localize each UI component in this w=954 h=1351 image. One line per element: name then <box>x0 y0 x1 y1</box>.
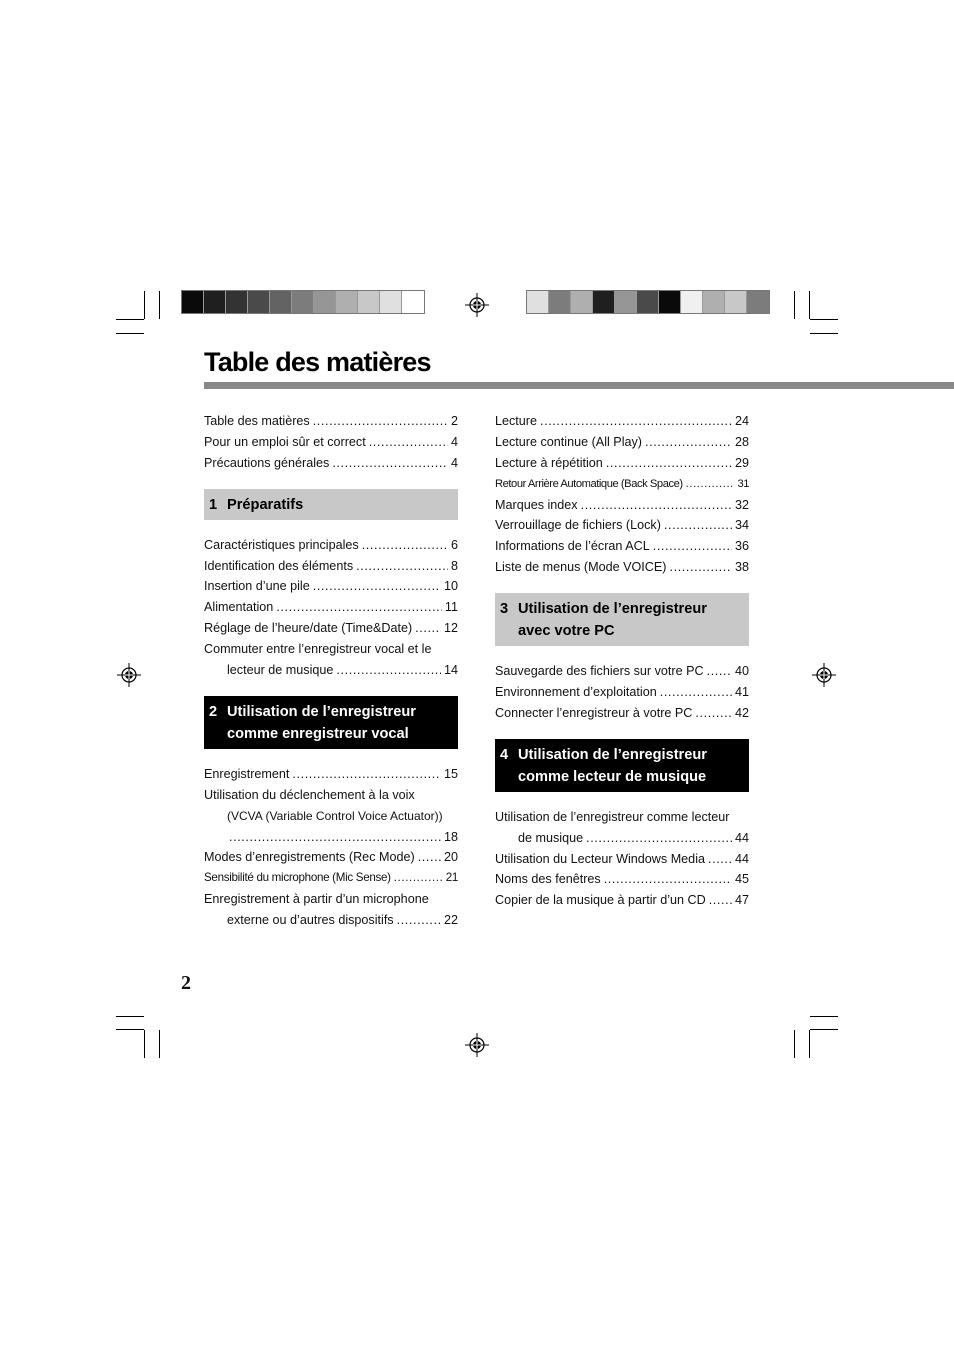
leader-dots <box>581 495 732 516</box>
toc-entry-text: Connecter l’enregistreur à votre PC <box>495 705 693 720</box>
toc-entry-page: 15 <box>443 766 458 781</box>
color-calibration-bar-left <box>181 290 425 314</box>
toc-entry-page: 12 <box>443 621 458 636</box>
toc-entry-text: Informations de l’écran ACL <box>495 539 650 554</box>
section-title-line: avec votre PC <box>518 623 615 640</box>
toc-entry-text: lecteur de musique <box>227 663 334 678</box>
crop-mark <box>116 319 144 320</box>
color-swatch <box>681 291 703 313</box>
toc-entry[interactable] <box>495 890 749 911</box>
leader-dots <box>313 576 441 597</box>
color-swatch <box>314 291 336 313</box>
toc-entry-text: Sauvegarde des fichiers sur votre PC <box>495 664 704 679</box>
crop-mark <box>116 1016 144 1017</box>
crop-mark <box>809 1030 810 1058</box>
crop-mark <box>809 291 810 319</box>
color-swatch <box>593 291 615 313</box>
toc-entry-page: 22 <box>443 913 458 928</box>
color-swatch <box>725 291 747 313</box>
crop-mark <box>116 1029 144 1030</box>
toc-entry-text: Sensibilité du microphone (Mic Sense) <box>204 871 391 885</box>
toc-entry-text: Table des matières <box>204 414 310 428</box>
toc-entry-page: 36 <box>734 539 749 554</box>
crop-mark <box>810 319 838 320</box>
toc-entry-text: Utilisation du Lecteur Windows Media <box>495 851 705 866</box>
page-number: 2 <box>181 972 191 994</box>
toc-entry[interactable] <box>204 411 458 432</box>
crop-mark <box>810 1029 838 1030</box>
toc-entry-text: Modes d’enregistrements (Rec Mode) <box>204 850 415 865</box>
toc-entry-text: de musique <box>518 830 584 845</box>
toc-entry-page: 11 <box>444 600 458 615</box>
toc-entry-text: Verrouillage de fichiers (Lock) <box>495 518 661 533</box>
leader-dots <box>653 536 732 557</box>
toc-entry-page: 20 <box>443 850 458 865</box>
leader-dots <box>664 515 732 536</box>
section-number: 2 <box>209 703 218 720</box>
section-heading-4 <box>495 739 749 792</box>
leader-dots <box>645 432 732 453</box>
registration-mark-icon <box>812 663 836 687</box>
toc-entry-text: Liste de menus (Mode VOICE) <box>495 560 667 575</box>
toc-entry-text: Copier de la musique à partir d’un CD <box>495 893 706 908</box>
toc-entry-page: 2 <box>450 414 458 428</box>
leader-dots <box>313 411 448 432</box>
color-swatch <box>226 291 248 313</box>
toc-entry-text: Alimentation <box>204 600 274 615</box>
toc-entry[interactable] <box>204 453 458 474</box>
toc-entry-text: Enregistrement à partir d’un microphone <box>204 892 429 907</box>
toc-entry-page: 45 <box>734 872 749 887</box>
toc-entry[interactable] <box>495 432 749 453</box>
leader-dots <box>695 703 732 724</box>
toc-entry-text: Environnement d’exploitation <box>495 685 657 700</box>
leader-dots <box>356 556 448 577</box>
crop-mark <box>144 1030 145 1058</box>
color-swatch <box>703 291 725 313</box>
section-number: 4 <box>500 746 509 763</box>
toc-entry-text: Utilisation du déclenchement à la voix <box>204 787 415 802</box>
toc-entry-page: 24 <box>734 414 749 428</box>
leader-dots <box>707 661 732 682</box>
section-heading-2 <box>204 696 458 749</box>
toc-entry-text: Précautions générales <box>204 455 330 470</box>
toc-entry[interactable] <box>204 556 458 577</box>
section-title-line: comme enregistreur vocal <box>227 725 409 742</box>
toc-entry-page: 14 <box>443 663 458 678</box>
section-title-line: Utilisation de l’enregistreur <box>518 746 707 763</box>
toc-entry-page: 32 <box>734 497 749 512</box>
crop-mark <box>159 291 160 319</box>
toc-entry-multiline[interactable] <box>204 889 458 931</box>
toc-entry-page: 41 <box>734 685 749 700</box>
toc-entry-text: externe ou d’autres dispositifs <box>227 913 394 928</box>
toc-entry-text: Enregistrement <box>204 766 290 781</box>
leader-dots <box>540 411 732 432</box>
toc-entry-text: (VCVA (Variable Control Voice Actuator)) <box>227 808 443 823</box>
toc-entry[interactable] <box>204 535 458 556</box>
section-heading-3 <box>495 593 749 646</box>
toc-right-column <box>495 411 749 911</box>
crop-mark <box>794 291 795 319</box>
leader-dots <box>418 847 441 868</box>
title-rule <box>204 382 954 389</box>
leader-dots <box>604 869 732 890</box>
registration-mark-icon <box>465 293 489 317</box>
toc-entry-page: 29 <box>734 455 749 470</box>
toc-entry-page: 31 <box>737 477 749 490</box>
leader-dots <box>229 827 441 848</box>
toc-entry-text: Utilisation de l’enregistreur comme lecteur <box>495 809 730 824</box>
leader-dots <box>670 557 732 578</box>
toc-entry-page: 8 <box>450 558 458 573</box>
toc-entry[interactable] <box>495 474 749 495</box>
toc-entry[interactable] <box>204 618 458 639</box>
color-swatch <box>615 291 637 313</box>
section-number: 1 <box>209 496 218 513</box>
toc-entry-page: 4 <box>450 455 458 470</box>
section-title-line: comme lecteur de musique <box>518 768 707 785</box>
toc-entry-text: Retour Arrière Automatique (Back Space) <box>495 477 683 490</box>
toc-entry[interactable] <box>495 515 749 536</box>
crop-mark <box>810 333 838 334</box>
leader-dots <box>362 535 448 556</box>
color-swatch <box>204 291 226 313</box>
leader-dots <box>415 618 441 639</box>
color-swatch <box>659 291 681 313</box>
color-swatch <box>747 291 769 313</box>
leader-dots <box>660 682 732 703</box>
toc-entry[interactable] <box>495 849 749 870</box>
registration-mark-icon <box>465 1033 489 1057</box>
color-swatch <box>248 291 270 313</box>
toc-entry[interactable] <box>495 453 749 474</box>
section-title-line: Utilisation de l’enregistreur <box>518 601 707 618</box>
toc-entry[interactable] <box>495 682 749 703</box>
toc-entry-page: 18 <box>443 829 458 844</box>
leader-dots <box>369 432 448 453</box>
toc-entry-text: Lecture <box>495 414 538 428</box>
crop-mark <box>810 1016 838 1017</box>
crop-mark <box>794 1030 795 1058</box>
toc-entry[interactable] <box>204 764 458 785</box>
section-title-line: Utilisation de l’enregistreur <box>227 703 416 720</box>
toc-entry-text: Insertion d’une pile <box>204 579 310 594</box>
leader-dots <box>709 890 732 911</box>
section-title: Préparatifs <box>227 496 304 513</box>
toc-entry[interactable] <box>495 557 749 578</box>
section-number: 3 <box>500 601 509 618</box>
toc-entry-multiline[interactable] <box>495 807 749 849</box>
leader-dots <box>708 849 732 870</box>
toc-entry-multiline[interactable] <box>204 639 458 681</box>
section-title <box>518 744 707 788</box>
section-heading-1 <box>204 489 458 520</box>
leader-dots <box>394 868 443 889</box>
toc-entry-text: Lecture à répétition <box>495 455 603 470</box>
toc-entry[interactable] <box>204 576 458 597</box>
toc-entry[interactable] <box>204 432 458 453</box>
color-swatch <box>182 291 204 313</box>
toc-entry[interactable] <box>495 495 749 516</box>
toc-entry[interactable] <box>495 536 749 557</box>
toc-entry-page: 4 <box>450 434 458 449</box>
toc-entry-page: 21 <box>445 871 458 885</box>
leader-dots <box>397 910 441 931</box>
toc-entry[interactable] <box>495 869 749 890</box>
leader-dots <box>336 660 441 681</box>
toc-entry[interactable] <box>495 661 749 682</box>
section-title <box>518 598 707 642</box>
crop-mark <box>159 1030 160 1058</box>
toc-entry-text: Caractéristiques principales <box>204 537 359 552</box>
color-swatch <box>527 291 549 313</box>
leader-dots <box>332 453 448 474</box>
toc-entry[interactable] <box>204 597 458 618</box>
toc-entry-text: Commuter entre l’enregistreur vocal et le <box>204 642 432 657</box>
section-title <box>227 701 416 745</box>
toc-entry-page: 6 <box>450 537 458 552</box>
crop-mark <box>116 333 144 334</box>
toc-entry[interactable] <box>495 411 749 432</box>
toc-entry[interactable] <box>204 847 458 868</box>
crop-mark <box>144 291 145 319</box>
toc-entry-text: Pour un emploi sûr et correct <box>204 434 366 449</box>
toc-left-column <box>204 411 458 931</box>
color-swatch <box>637 291 659 313</box>
toc-entry-page: 42 <box>734 705 749 720</box>
color-swatch <box>358 291 380 313</box>
leader-dots <box>686 474 735 495</box>
leader-dots <box>276 597 442 618</box>
toc-entry-text: Identification des éléments <box>204 558 354 573</box>
page-title: Table des matières <box>204 347 431 377</box>
color-swatch <box>292 291 314 313</box>
toc-entry[interactable] <box>495 703 749 724</box>
color-swatch <box>336 291 358 313</box>
color-calibration-bar-right <box>526 290 770 314</box>
toc-entry-page: 28 <box>734 434 749 449</box>
toc-entry-multiline[interactable] <box>204 785 458 848</box>
color-swatch <box>571 291 593 313</box>
toc-entry-page: 47 <box>734 893 749 908</box>
color-swatch <box>402 291 424 313</box>
toc-entry-page: 34 <box>734 518 749 533</box>
color-swatch <box>380 291 402 313</box>
toc-entry-text: Marques index <box>495 497 578 512</box>
toc-entry-page: 10 <box>443 579 458 594</box>
toc-entry-page: 40 <box>734 664 749 679</box>
toc-entry-text: Réglage de l’heure/date (Time&Date) <box>204 621 413 636</box>
registration-mark-icon <box>117 663 141 687</box>
color-swatch <box>270 291 292 313</box>
toc-entry-page: 38 <box>734 560 749 575</box>
toc-entry-text: Noms des fenêtres <box>495 872 601 887</box>
toc-entry[interactable] <box>204 868 458 889</box>
toc-entry-page: 44 <box>734 851 749 866</box>
leader-dots <box>606 453 732 474</box>
toc-entry-page: 44 <box>734 830 749 845</box>
color-swatch <box>549 291 571 313</box>
leader-dots <box>292 764 441 785</box>
toc-entry-text: Lecture continue (All Play) <box>495 434 642 449</box>
leader-dots <box>586 828 732 849</box>
